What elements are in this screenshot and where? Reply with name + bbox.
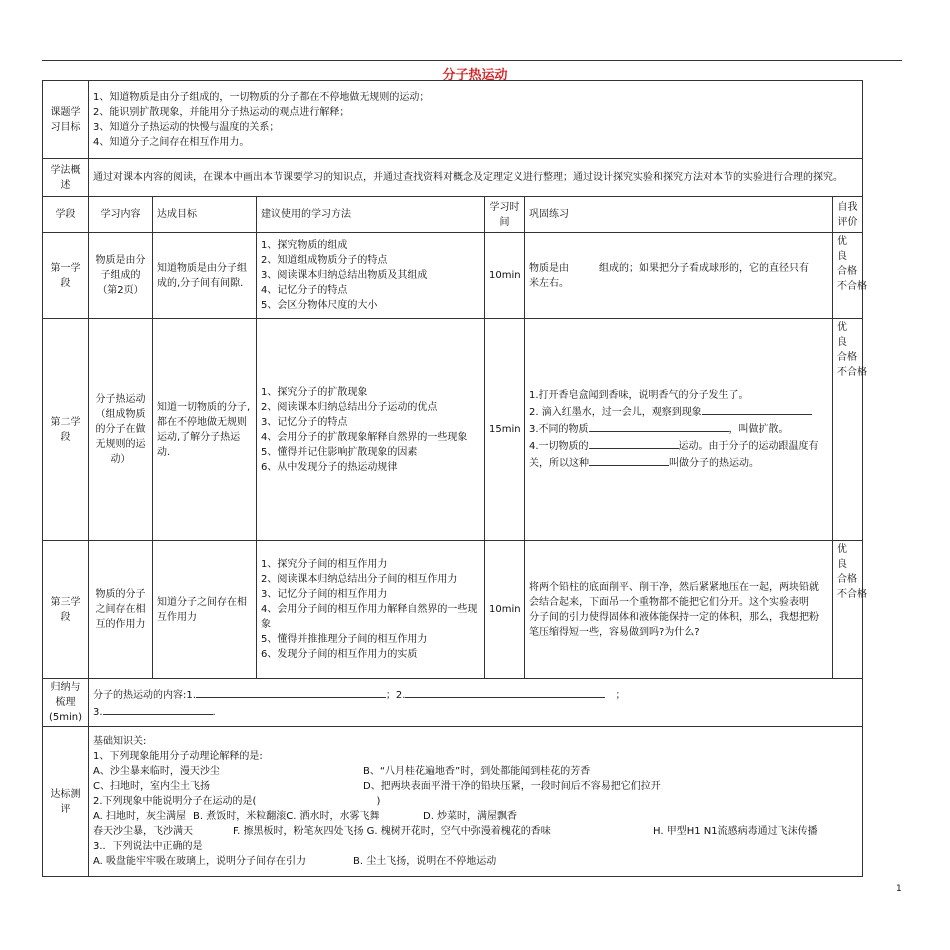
stage-methods: [257, 233, 485, 319]
stage-target: 知道分子之间存在相互作用力: [153, 541, 257, 679]
eval-option: 良: [837, 559, 847, 570]
eval-option: 良: [837, 337, 847, 348]
self-eval: [833, 233, 867, 319]
eval-option: 良: [837, 251, 847, 262]
method-item: 4、会用分子的扩散现象解释自然界的一些现象: [261, 431, 468, 443]
method-item: 2、阅读课本归纳总结出分子间的相互作用力: [261, 574, 458, 585]
method-item: 5、懂得并推推理分子间的相互作用力: [261, 634, 428, 645]
lesson-table: [42, 80, 867, 877]
goals-label: 课题学习目标: [43, 81, 89, 159]
practice-item: 2. 滴入红墨水，过一会儿，观察到现象: [529, 403, 828, 420]
stage-label: 第二学段: [43, 319, 89, 541]
eval-option: 合格: [837, 266, 857, 277]
answer-blank: [589, 437, 679, 449]
page-title: 分子热运动: [442, 68, 508, 83]
answer-blank: [589, 454, 669, 466]
eval-option: 不合格: [837, 589, 867, 600]
header-rule: [42, 60, 902, 61]
method-item: 2、知道组成物质分子的特点: [261, 255, 388, 266]
stage-time: 10min: [485, 233, 525, 319]
method-item: 3、记忆分子的特点: [261, 416, 348, 428]
method-item: 1、探究分子间的相互作用力: [261, 559, 388, 570]
stage-methods: [257, 541, 485, 679]
stage-practice: [525, 541, 833, 679]
stage-practice: [525, 319, 833, 541]
practice-item: 分子间的引力使得固体和液体能保持一定的体积，那么，我想把粉笔压缩得短一些，容易做到吗?为什么?: [529, 611, 819, 638]
stage-time: 15min: [485, 319, 525, 541]
stage-methods: [257, 319, 485, 541]
method-item: 5、会区分物体尺度的大小: [261, 300, 378, 311]
eval-option: 合格: [837, 352, 857, 363]
method-item: 3、阅读课本归纳总结出物质及其组成: [261, 270, 428, 281]
goal-item: 3、知道分子热运动的快慢与温度的关系；: [93, 121, 280, 133]
method-item: 5、懂得并记住影响扩散现象的因素: [261, 446, 418, 458]
answer-blank: [702, 403, 812, 415]
method-item: 1、探究分子的扩散现象: [261, 386, 368, 398]
eval-option: 优: [837, 544, 847, 555]
table-row: [43, 541, 863, 679]
eval-option: 优: [837, 322, 847, 333]
answer-blank: [103, 703, 213, 715]
header-content: 学习内容: [89, 197, 153, 233]
method-label: 学法概述: [43, 159, 89, 197]
header-eval: 自我评价: [833, 197, 863, 233]
stage-practice: 物质是由 组成的；如果把分子看成球形的，它的直径只有 米左右。: [525, 233, 833, 319]
header-target: 达成目标: [153, 197, 257, 233]
answer-blank: [405, 686, 605, 698]
table-row: [43, 319, 863, 541]
table-row: [43, 233, 863, 319]
header-practice: 巩固练习: [525, 197, 833, 233]
eval-option: 不合格: [837, 367, 867, 378]
method-item: 4、会用分子间的相互作用力解释自然界的一些现象: [261, 604, 478, 630]
test-content: 基础知识关: 1、下列现象能用分子动理论解释的是: A、沙尘暴来临时，漫天沙尘 B、“八月桂花遍地香”时，到处都能闻到桂花的芳香 C、扫地时，室内尘土飞扬 D、把两块表面平滑干净的铅块压紧，一段时间后不容易把它们拉开 2.下列现象中能说明分子在运动的是( ) A. 扫地时，灰尘满屋 B. 煮饭时，米粒翻滚C. 洒水时，水雾飞舞 D. 炒菜时，满屋飘香 春天沙尘暴，飞沙满天 F. 擦黑板时，粉笔灰四处飞扬 G. 槐树开花时，空气中弥漫着槐花的香味 H. 甲型H1 N1流感病毒通过飞沫传播 3.．下列说法中正确的是 A. 吸盘能牢牢吸在玻璃上，说明分子间存在引力 B. 尘土飞扬，说明在不停地运动: [89, 727, 863, 877]
summary-label: 归纳与梳理(5min): [43, 679, 89, 727]
answer-blank: [196, 686, 386, 698]
goal-item: 1、知道物质是由分子组成的，一切物质的分子都在不停地做无规则的运动；: [93, 91, 430, 103]
practice-item: 4.一切物质的 运动。由于分子的运动跟温度有关，所以这种 叫做分子的热运动。: [529, 437, 828, 471]
goals-list: [89, 81, 863, 159]
eval-option: 优: [837, 236, 847, 247]
stage-target: 知道物质是由分子组成的,分子间有间隙.: [153, 233, 257, 319]
self-eval: [833, 541, 867, 679]
eval-option: 合格: [837, 574, 857, 585]
stage-time: 10min: [485, 541, 525, 679]
method-item: 4、记忆分子的特点: [261, 285, 348, 296]
method-item: 6、发现分子间的相互作用力的实质: [261, 649, 418, 660]
answer-blank: [589, 420, 729, 432]
practice-item: 1.打开香皂盒闻到香味，说明香气的分子发生了。: [529, 390, 749, 401]
goal-item: 4、知道分子之间存在相互作用力。: [93, 136, 250, 148]
method-text: 通过对课本内容的阅读，在课本中画出本节课要学习的知识点，并通过查找资料对概念及定理定义进行整理；通过设计探究实验和探究方法对本节的实验进行合理的探究。: [89, 159, 863, 197]
page-number: 1: [896, 884, 902, 894]
self-eval: [833, 319, 867, 541]
stage-label: 第一学段: [43, 233, 89, 319]
stage-label: 第三学段: [43, 541, 89, 679]
header-time: 学习时间: [485, 197, 525, 233]
goal-item: 2、能识别扩散现象，并能用分子热运动的观点进行解释；: [93, 106, 350, 118]
method-item: 6、从中发现分子的热运动规律: [261, 461, 398, 473]
stage-content: 分子热运动（组成物质的分子在做无规则的运动）: [89, 319, 153, 541]
stage-content: 物质是由分子组成的（第2页）: [89, 233, 153, 319]
stage-target: 知道一切物质的分子,都在不停地做无规则运动,了解分子热运动.: [153, 319, 257, 541]
method-item: 3、记忆分子间的相互作用力: [261, 589, 388, 600]
practice-item: 将两个铅柱的底面削平、削干净，然后紧紧地压在一起，两块铅就会结合起来，下面吊一个重物都不能把它们分开。这个实验表明: [529, 581, 819, 608]
header-stage: 学段: [43, 197, 89, 233]
eval-option: 不合格: [837, 281, 867, 292]
test-label: 达标测评: [43, 727, 89, 877]
method-item: 1、探究物质的组成: [261, 240, 348, 251]
summary-content: 分子的热运动的内容:1. ；2. ； 3. .: [89, 679, 863, 727]
practice-item: 3.不同的物质 ，叫做扩散。: [529, 420, 828, 437]
stage-content: 物质的分子之间存在相互的作用力: [89, 541, 153, 679]
header-method: 建议使用的学习方法: [257, 197, 485, 233]
method-item: 2、阅读课本归纳总结出分子运动的优点: [261, 401, 438, 413]
